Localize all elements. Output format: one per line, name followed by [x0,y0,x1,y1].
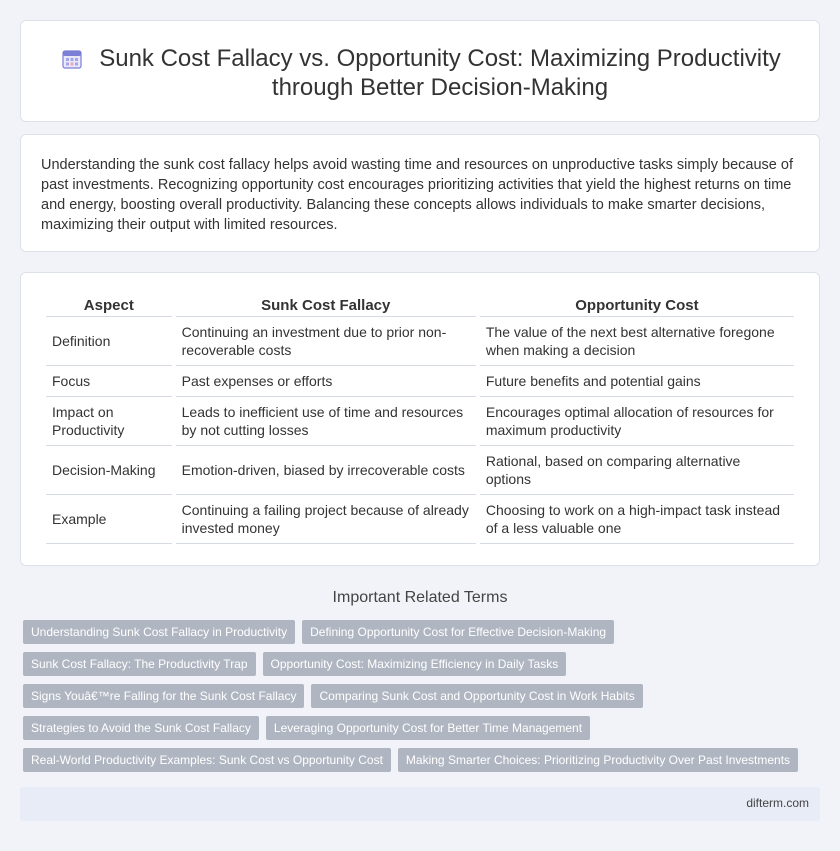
calendar-icon [61,48,83,70]
related-terms-list [23,620,813,780]
footer [20,787,820,821]
related-term-tag[interactable]: Signs Youâ€™re Falling for the Sunk Cost Fallacy [23,684,304,708]
row-aspect: Focus [46,366,172,397]
table-row [46,366,794,397]
related-term-tag[interactable]: Opportunity Cost: Maximizing Efficiency in Daily Tasks [263,652,567,676]
row-opportunity-cost: The value of the next best alternative foregone when making a decision [480,317,794,366]
table-row [46,495,794,544]
row-aspect: Example [46,495,172,544]
row-aspect: Definition [46,317,172,366]
table-row [46,446,794,495]
related-term-tag[interactable]: Understanding Sunk Cost Fallacy in Productivity [23,620,295,644]
header-opportunity-cost: Opportunity Cost [480,295,794,317]
related-term-tag[interactable]: Strategies to Avoid the Sunk Cost Fallacy [23,716,259,740]
table-header-row [46,295,794,317]
related-term-tag[interactable]: Making Smarter Choices: Prioritizing Productivity Over Past Investments [398,748,798,772]
comparison-table [42,295,798,544]
row-sunk-cost: Leads to inefficient use of time and resources by not cutting losses [176,397,476,446]
intro-paragraph: Understanding the sunk cost fallacy helps avoid wasting time and resources on unproductive tasks simply because of past investments. Recognizing opportunity cost encourages prioritizing activities that yield the highest returns on time and energy, boosting overall productivity. Balancing these concepts allows individuals to make smarter decisions, maximizing their output with limited resources. [41,157,793,233]
row-sunk-cost: Emotion-driven, biased by irrecoverable costs [176,446,476,495]
related-term-tag[interactable]: Sunk Cost Fallacy: The Productivity Trap [23,652,256,676]
comparison-card [20,272,820,566]
table-row [46,397,794,446]
related-term-tag[interactable]: Comparing Sunk Cost and Opportunity Cost in Work Habits [311,684,642,708]
row-opportunity-cost: Choosing to work on a high-impact task instead of a less valuable one [480,495,794,544]
page-title: Sunk Cost Fallacy vs. Opportunity Cost: Maximizing Productivity through Better Decision-Making [99,45,781,101]
related-term-tag[interactable]: Real-World Productivity Examples: Sunk Cost vs Opportunity Cost [23,748,391,772]
row-opportunity-cost: Rational, based on comparing alternative options [480,446,794,495]
row-opportunity-cost: Encourages optimal allocation of resources for maximum productivity [480,397,794,446]
table-row [46,317,794,366]
row-aspect: Decision-Making [46,446,172,495]
row-sunk-cost: Past expenses or efforts [176,366,476,397]
footer-site-link[interactable]: difterm.com [746,796,809,810]
header-aspect: Aspect [46,295,172,317]
row-sunk-cost: Continuing a failing project because of already invested money [176,495,476,544]
row-opportunity-cost: Future benefits and potential gains [480,366,794,397]
row-sunk-cost: Continuing an investment due to prior non-recoverable costs [176,317,476,366]
title-card [20,20,820,122]
row-aspect: Impact on Productivity [46,397,172,446]
related-terms-title: Important Related Terms [332,589,508,606]
related-term-tag[interactable]: Defining Opportunity Cost for Effective Decision-Making [302,620,614,644]
header-sunk-cost: Sunk Cost Fallacy [176,295,476,317]
title-wrap [21,44,819,102]
related-term-tag[interactable]: Leveraging Opportunity Cost for Better Time Management [266,716,590,740]
intro-card [20,134,820,252]
